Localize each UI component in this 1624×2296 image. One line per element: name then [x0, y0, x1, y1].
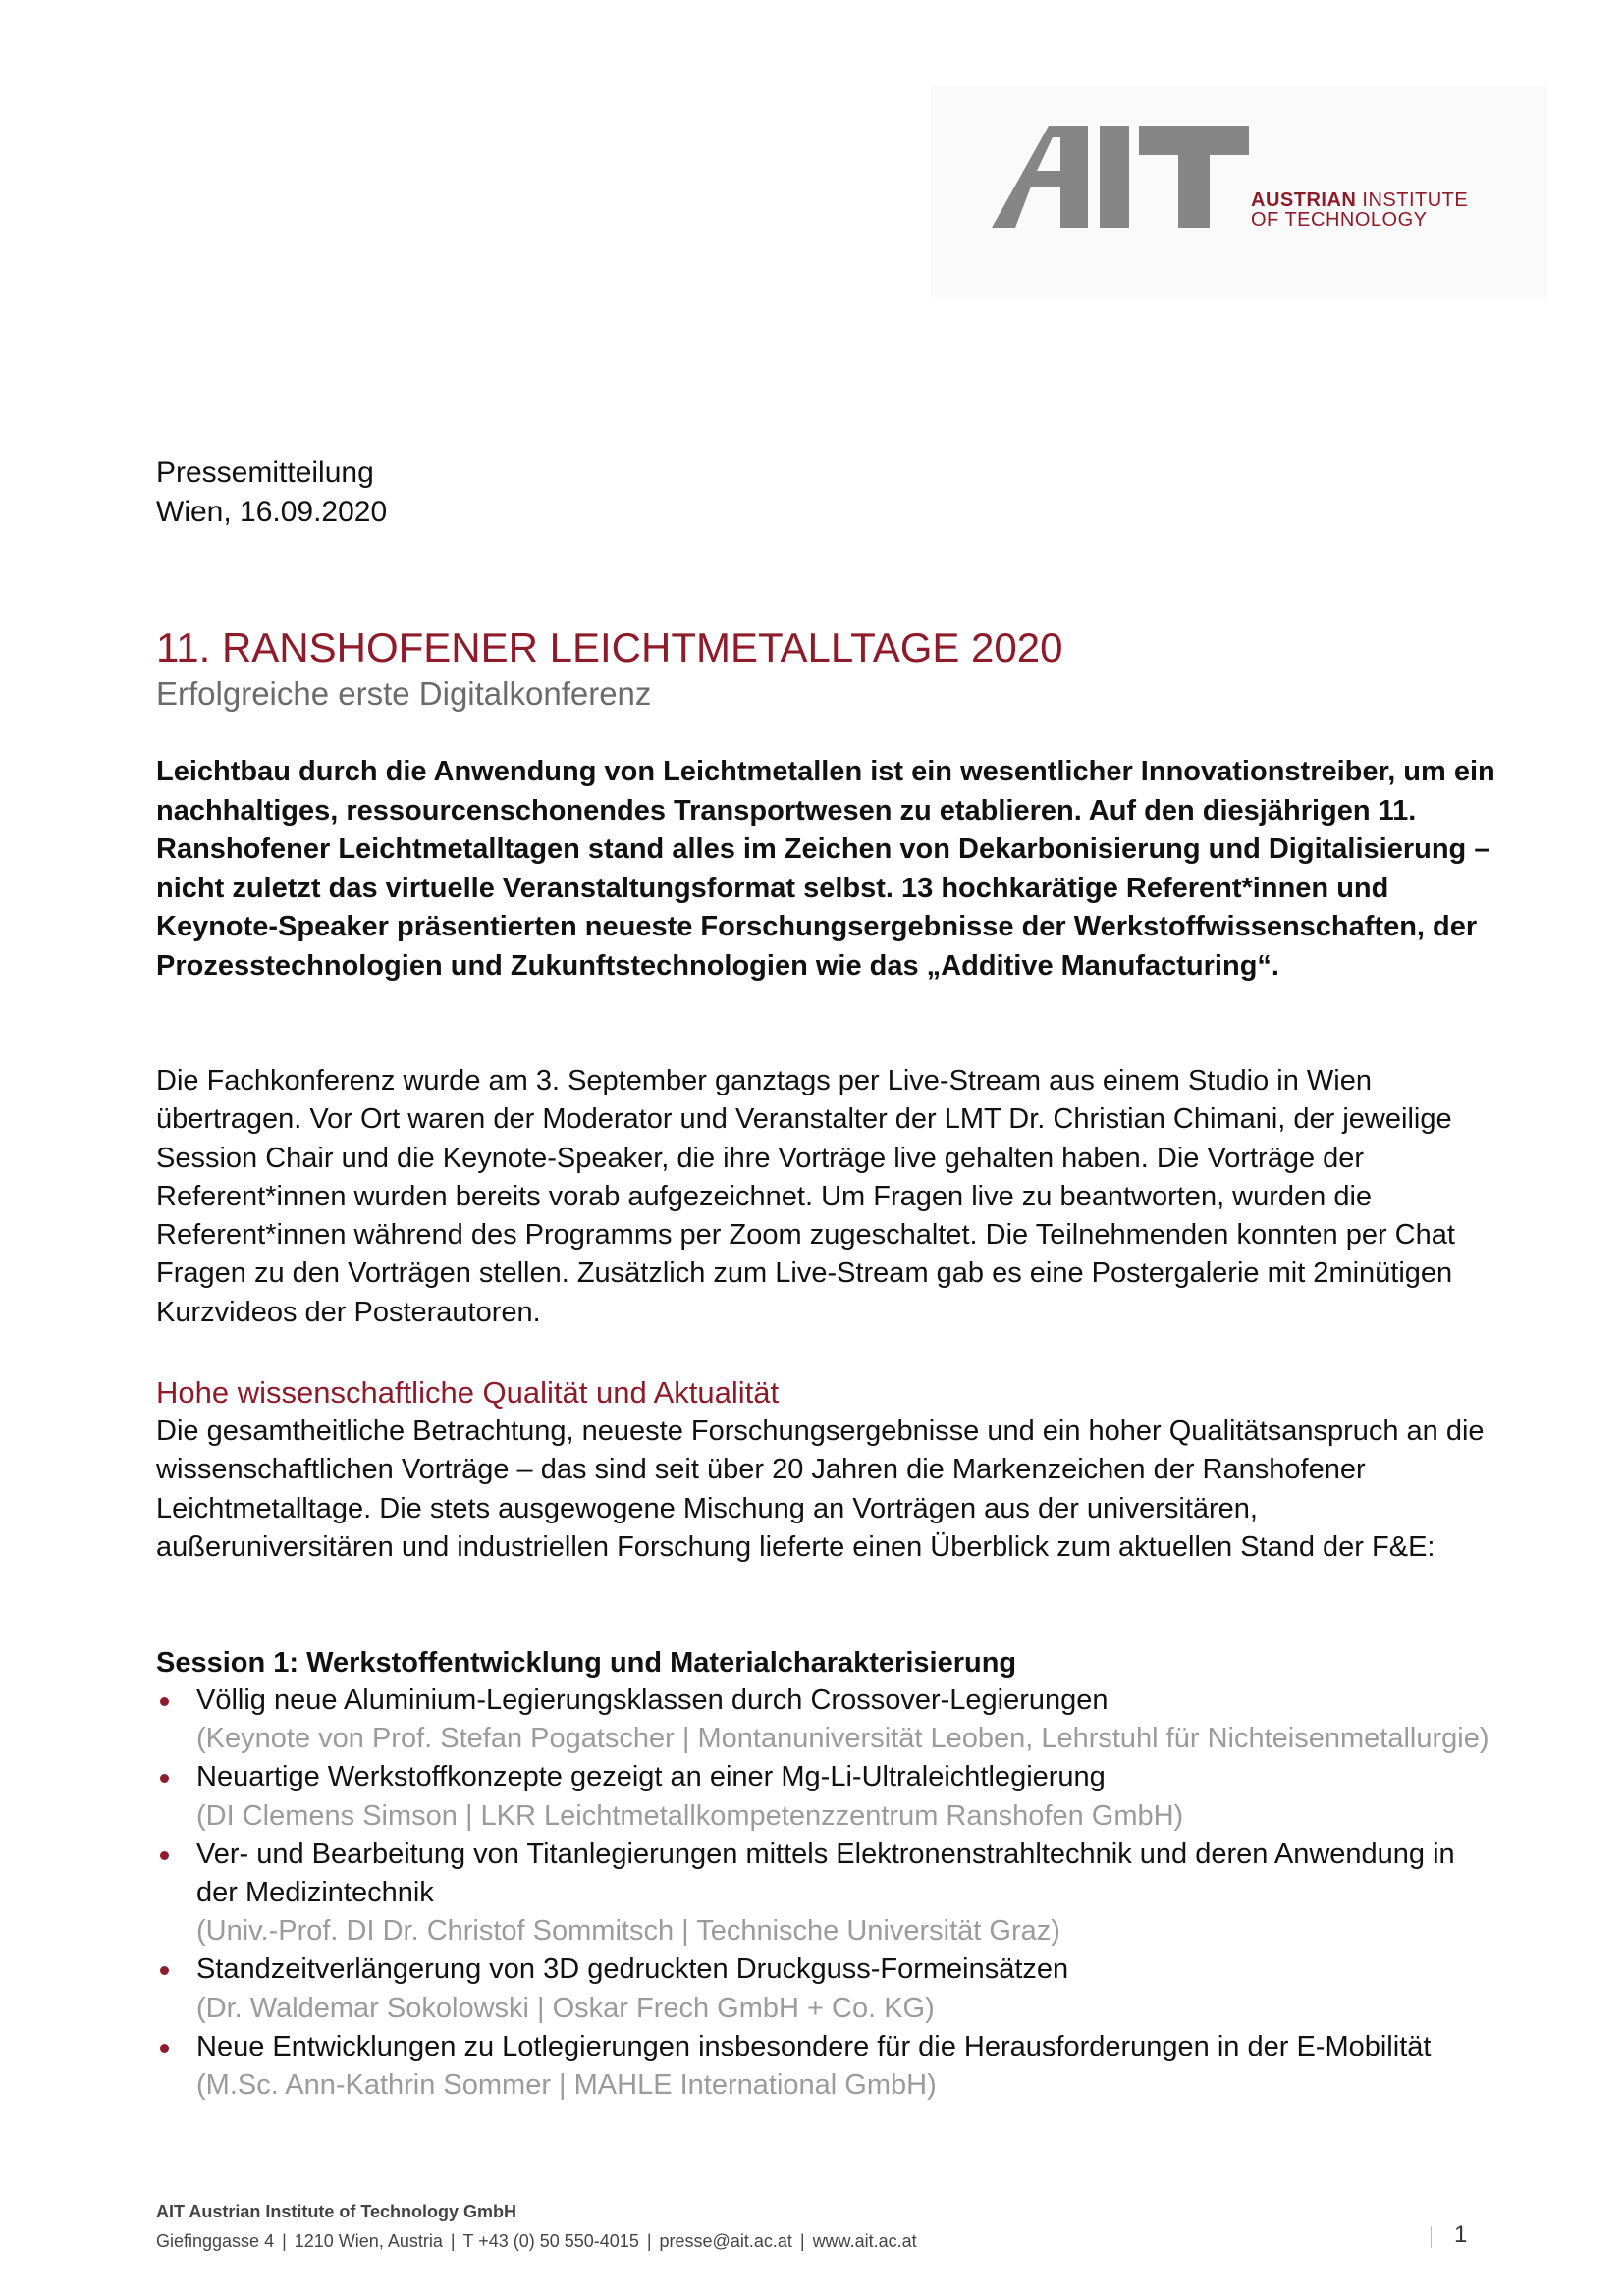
talk-title: Völlig neue Aluminium-Legierungsklassen durch Crossover-Legierungen	[196, 1684, 1109, 1716]
document-type: Pressemitteilung	[156, 456, 374, 489]
lead-paragraph: Leichtbau durch die Anwendung von Leichtmetallen ist ein wesentlicher Innovationstreiber, um ein nachhaltiges, ressourcenschonendes Transportwesen zu etablieren. Auf den diesjährigen 11. Ranshofener Leichtmetalltagen stand alles im Zeichen von Dekarbonisierung und Digitalisierung – nicht zuletzt das virtuelle Veranstaltungsformat selbst. 13 hochkarätige Referent*innen und Keynote-Speaker präsentierten neueste Forschungsergebnisse der Werkstoffwissenschaften, der Prozesstechnologien und Zukunftstechnologien wie das „Additive Manufacturing“.	[156, 756, 1495, 982]
list-item	[156, 1950, 1501, 2027]
bullet-icon	[160, 1966, 169, 1975]
bullet-icon	[160, 2044, 169, 2053]
footer-web[interactable]: www.ait.ac.at	[812, 2231, 917, 2251]
list-item	[156, 2028, 1501, 2105]
talk-title: Neue Entwicklungen zu Lotlegierungen insbesondere für die Herausforderungen in der E-Mobilität	[196, 2030, 1432, 2062]
footer-address: Giefinggasse 4	[156, 2231, 275, 2251]
list-item	[156, 1758, 1501, 1835]
bullet-icon	[160, 1697, 169, 1706]
ait-logo-mark	[992, 126, 1249, 228]
talk-title: Neuartige Werkstoffkonzepte gezeigt an einer Mg-Li-Ultraleichtlegierung	[196, 1761, 1106, 1793]
list-item	[156, 1682, 1501, 1758]
talk-speaker: (M.Sc. Ann-Kathrin Sommer | MAHLE International GmbH)	[196, 2069, 937, 2102]
logo-t-bar	[1139, 126, 1249, 155]
footer-divider: |	[282, 2231, 287, 2251]
logo-i-shape	[1100, 126, 1129, 228]
body-paragraph-2: Die gesamtheitliche Betrachtung, neueste Forschungsergebnisse und ein hoher Qualitätsanspruch an die wissenschaftlichen Vorträge – das sind seit über 20 Jahren die Markenzeichen der Ranshofener Leichtmetalltage. Die stets ausgewogene Mischung an Vorträgen aus der universitären, außeruniversitären und industriellen Forschung lieferte einen Überblick zum aktuellen Stand der F&E:	[156, 1415, 1485, 1563]
body-paragraph-1: Die Fachkonferenz wurde am 3. September ganztags per Live-Stream aus einem Studio in Wien übertragen. Vor Ort waren der Moderator und Veranstalter der LMT Dr. Christian Chimani, der jeweilige Session Chair und die Keynote-Speaker, die ihre Vorträge live gehalten haben. Die Vorträge der Referent*innen wurden bereits vorab aufgezeichnet. Um Fragen live zu beantworten, wurden die Referent*innen während des Programms per Zoom zugeschaltet. Die Teilnehmenden konnten per Chat Fragen zu den Vorträgen stellen. Zusätzlich zum Live-Stream gab es eine Postergalerie mit 2minütigen Kurzvideos der Posterautoren.	[156, 1065, 1455, 1328]
talk-speaker: (Univ.-Prof. DI Dr. Christof Sommitsch | Technische Universität Graz)	[196, 1915, 1060, 1948]
footer-email[interactable]: presse@ait.ac.at	[659, 2231, 792, 2251]
page-title: 11. RANSHOFENER LEICHTMETALLTAGE 2020	[156, 624, 1063, 670]
list-item	[156, 1836, 1501, 1951]
footer-contact	[156, 2226, 917, 2256]
place-date: Wien, 16.09.2020	[156, 496, 388, 528]
bullet-icon	[160, 1851, 169, 1860]
logo-line2: OF TECHNOLOGY	[1251, 209, 1428, 231]
page-number: 1	[1454, 2221, 1468, 2248]
logo-a-shape	[992, 126, 1088, 228]
page-subtitle: Erfolgreiche erste Digitalkonferenz	[156, 675, 652, 712]
ait-logo	[931, 86, 1547, 297]
footer-divider: |	[646, 2231, 652, 2251]
footer-city: 1210 Wien, Austria	[294, 2231, 443, 2251]
document-meta	[156, 454, 387, 532]
bullet-icon	[160, 1774, 169, 1783]
talk-speaker: (DI Clemens Simson | LKR Leichtmetallkompetenzzentrum Ranshofen GmbH)	[196, 1799, 1184, 1832]
talk-list	[156, 1682, 1501, 2105]
logo-wordmark	[1251, 190, 1468, 230]
logo-t-stem	[1178, 155, 1210, 228]
session-heading: Session 1: Werkstoffentwicklung und Materialcharakterisierung	[156, 1647, 1017, 1679]
footer-divider: |	[450, 2231, 456, 2251]
page-number-divider	[1431, 2226, 1432, 2248]
footer-org: AIT Austrian Institute of Technology GmbH	[156, 2202, 516, 2221]
footer	[156, 2197, 917, 2256]
talk-title: Ver- und Bearbeitung von Titanlegierungen mittels Elektronenstrahltechnik und deren Anwendung in der Medizintechnik	[196, 1838, 1455, 1909]
talk-speaker: (Keynote von Prof. Stefan Pogatscher | Montanuniversität Leoben, Lehrstuhl für Nichteisenmetallurgie)	[196, 1723, 1489, 1755]
logo-line1-strong: AUSTRIAN	[1251, 189, 1357, 211]
logo-line1-rest: INSTITUTE	[1356, 189, 1469, 211]
talk-title: Standzeitverlängerung von 3D gedruckten Druckguss-Formeinsätzen	[196, 1953, 1069, 1986]
talk-speaker: (Dr. Waldemar Sokolowski | Oskar Frech GmbH + Co. KG)	[196, 1992, 935, 2024]
footer-phone: T +43 (0) 50 550-4015	[462, 2231, 639, 2251]
footer-divider: |	[799, 2231, 805, 2251]
section-heading: Hohe wissenschaftliche Qualität und Aktualität	[156, 1375, 780, 1410]
